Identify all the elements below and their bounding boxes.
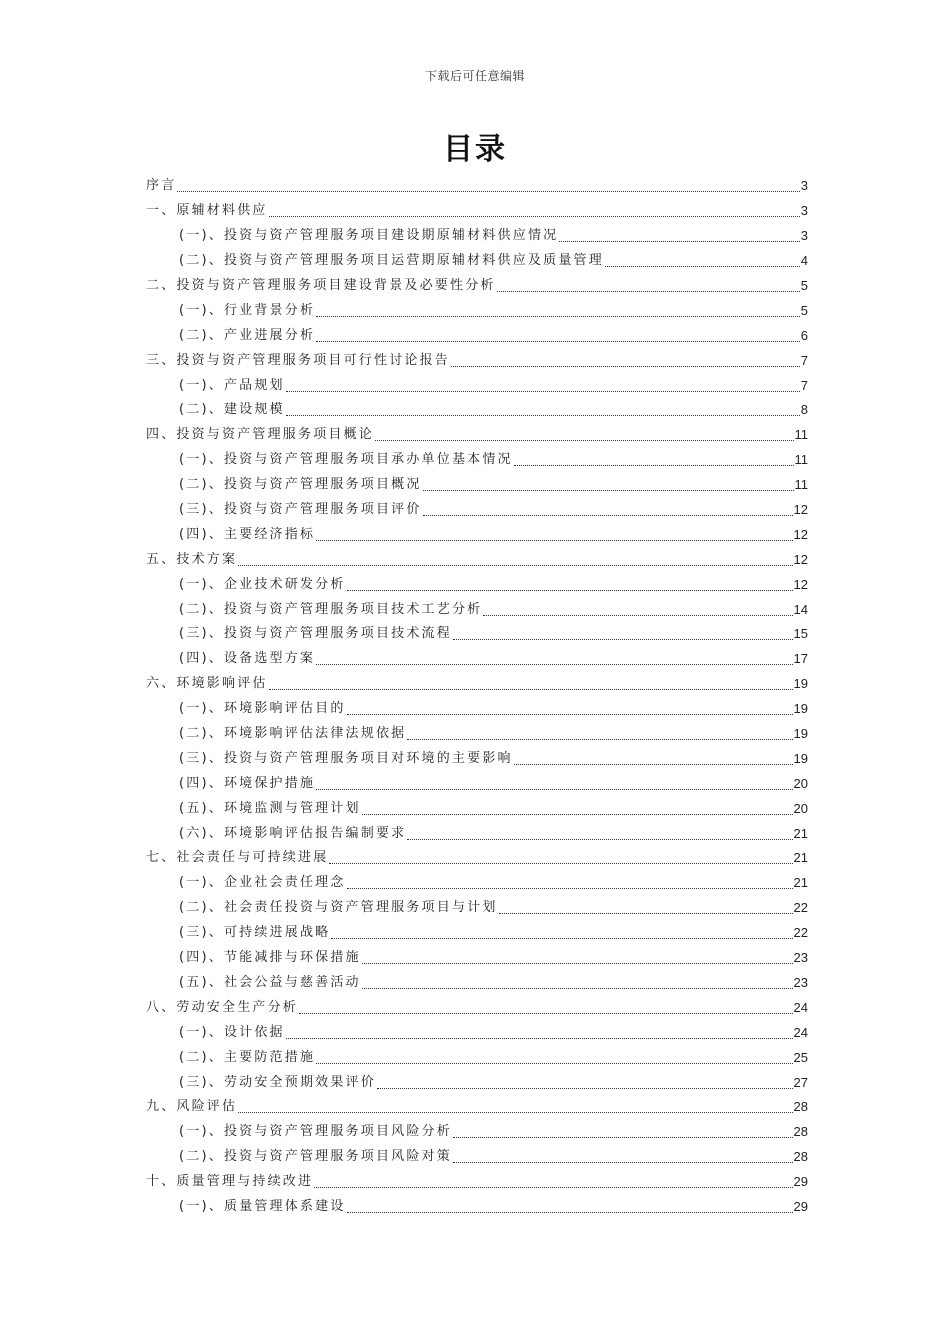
toc-subentry[interactable] xyxy=(146,896,808,921)
toc-subentry[interactable] xyxy=(146,821,808,846)
toc-dot-leader xyxy=(177,190,799,192)
toc-page-number: 21 xyxy=(793,875,808,891)
toc-page-number: 8 xyxy=(800,402,808,418)
toc-entry-label: (四)、环境保护措施 xyxy=(179,775,316,791)
toc-entry-label: (三)、投资与资产管理服务项目评价 xyxy=(179,502,422,518)
toc-dot-leader xyxy=(316,315,800,317)
toc-entry-label: (二)、建设规模 xyxy=(179,402,285,418)
toc-entry-label: (二)、环境影响评估法律法规依据 xyxy=(179,726,407,742)
toc-entry-label: (二)、投资与资产管理服务项目风险对策 xyxy=(179,1149,452,1165)
toc-dot-leader xyxy=(377,1087,793,1089)
toc-page-number: 23 xyxy=(793,950,808,966)
toc-entry-label: 九、风险评估 xyxy=(146,1099,238,1115)
toc-entry-label: (一)、产品规划 xyxy=(179,377,285,393)
toc-page-number: 3 xyxy=(800,228,808,244)
toc-subentry[interactable] xyxy=(146,448,808,473)
toc-dot-leader xyxy=(605,265,800,267)
toc-page-number: 6 xyxy=(800,327,808,343)
toc-dot-leader xyxy=(347,887,793,889)
toc-page-number: 24 xyxy=(793,999,808,1015)
toc-dot-leader xyxy=(238,564,792,566)
toc-page-number: 3 xyxy=(800,178,808,194)
toc-entry-label: (三)、可持续进展战略 xyxy=(179,925,331,941)
toc-subentry[interactable] xyxy=(146,249,808,274)
toc-subentry[interactable] xyxy=(146,373,808,398)
toc-subentry[interactable] xyxy=(146,622,808,647)
toc-dot-leader xyxy=(362,962,793,964)
toc-page-number: 29 xyxy=(793,1174,808,1190)
toc-page-number: 20 xyxy=(793,800,808,816)
toc-entry-label: (二)、主要防范措施 xyxy=(179,1049,316,1065)
toc-entry-label: 序言 xyxy=(146,178,177,194)
toc-dot-leader xyxy=(451,365,800,367)
toc-subentry[interactable] xyxy=(146,1195,808,1220)
toc-page-number: 15 xyxy=(793,626,808,642)
table-of-contents xyxy=(146,174,808,1219)
toc-page-number: 22 xyxy=(793,900,808,916)
toc-subentry[interactable] xyxy=(146,572,808,597)
toc-dot-leader xyxy=(453,1136,793,1138)
header-note: 下载后可任意编辑 xyxy=(424,69,525,83)
toc-page-number: 21 xyxy=(793,850,808,866)
page-title: 目录 xyxy=(443,132,507,167)
toc-page-number: 24 xyxy=(793,1024,808,1040)
toc-entry-label: (一)、行业背景分析 xyxy=(179,302,316,318)
toc-page-number: 11 xyxy=(794,477,808,493)
toc-entry-label: (二)、产业进展分析 xyxy=(179,327,316,343)
toc-subentry[interactable] xyxy=(146,796,808,821)
toc-dot-leader xyxy=(423,489,794,491)
toc-entry[interactable] xyxy=(146,274,808,299)
toc-entry-label: (三)、投资与资产管理服务项目技术流程 xyxy=(179,626,452,642)
toc-entry[interactable] xyxy=(146,547,808,572)
toc-page-number: 25 xyxy=(793,1049,808,1065)
toc-dot-leader xyxy=(497,290,800,292)
toc-dot-leader xyxy=(514,763,793,765)
toc-subentry[interactable] xyxy=(146,522,808,547)
toc-entry-label: (一)、投资与资产管理服务项目承办单位基本情况 xyxy=(179,452,513,468)
toc-subentry[interactable] xyxy=(146,224,808,249)
toc-entry-label: (一)、企业社会责任理念 xyxy=(179,875,346,891)
toc-subentry[interactable] xyxy=(146,597,808,622)
toc-dot-leader xyxy=(453,638,793,640)
toc-entry[interactable] xyxy=(146,199,808,224)
toc-entry[interactable] xyxy=(146,672,808,697)
toc-entry-label: (一)、设计依据 xyxy=(179,1024,285,1040)
toc-dot-leader xyxy=(407,738,792,740)
toc-entry[interactable] xyxy=(146,995,808,1020)
toc-subentry[interactable] xyxy=(146,946,808,971)
toc-dot-leader xyxy=(316,788,792,790)
toc-page-number: 4 xyxy=(800,253,808,269)
toc-dot-leader xyxy=(453,1161,793,1163)
toc-dot-leader xyxy=(286,414,800,416)
toc-entry-label: (一)、投资与资产管理服务项目建设期原辅材料供应情况 xyxy=(179,228,559,244)
toc-entry-label: (二)、投资与资产管理服务项目运营期原辅材料供应及质量管理 xyxy=(179,253,604,269)
toc-entry-label: (二)、投资与资产管理服务项目概况 xyxy=(179,477,422,493)
toc-page-number: 17 xyxy=(793,651,808,667)
toc-entry-label: (六)、环境影响评估报告编制要求 xyxy=(179,825,407,841)
toc-entry-label: 八、劳动安全生产分析 xyxy=(146,999,299,1015)
toc-entry-label: 二、投资与资产管理服务项目建设背景及必要性分析 xyxy=(146,278,496,293)
toc-subentry[interactable] xyxy=(146,746,808,771)
toc-dot-leader xyxy=(347,713,793,715)
toc-dot-leader xyxy=(362,987,793,989)
toc-dot-leader xyxy=(423,514,793,516)
toc-entry-label: 三、投资与资产管理服务项目可行性讨论报告 xyxy=(146,352,451,368)
toc-dot-leader xyxy=(331,937,792,939)
toc-page-number: 19 xyxy=(793,750,808,766)
toc-entry-label: (三)、劳动安全预期效果评价 xyxy=(179,1074,376,1090)
toc-subentry[interactable] xyxy=(146,697,808,722)
toc-dot-leader xyxy=(559,240,799,242)
toc-entry-label: 十、质量管理与持续改进 xyxy=(146,1174,314,1190)
toc-entry-label: 一、原辅材料供应 xyxy=(146,203,268,219)
toc-entry-label: 七、社会责任与可持续进展 xyxy=(146,850,329,866)
toc-subentry[interactable] xyxy=(146,1120,808,1145)
toc-page-number: 7 xyxy=(800,377,808,393)
toc-dot-leader xyxy=(407,838,792,840)
toc-page-number: 22 xyxy=(793,925,808,941)
toc-dot-leader xyxy=(316,340,800,342)
toc-dot-leader xyxy=(347,589,793,591)
toc-subentry[interactable] xyxy=(146,971,808,996)
toc-dot-leader xyxy=(316,1062,792,1064)
toc-page-number: 28 xyxy=(793,1149,808,1165)
toc-subentry[interactable] xyxy=(146,298,808,323)
toc-dot-leader xyxy=(362,813,793,815)
toc-entry-label: 五、技术方案 xyxy=(146,551,238,567)
toc-page-number: 21 xyxy=(793,825,808,841)
toc-entry-label: (二)、投资与资产管理服务项目技术工艺分析 xyxy=(179,601,483,617)
toc-entry[interactable] xyxy=(146,1095,808,1120)
toc-subentry[interactable] xyxy=(146,1045,808,1070)
toc-dot-leader xyxy=(329,862,792,864)
toc-page-number: 19 xyxy=(793,676,808,692)
toc-entry-label: 六、环境影响评估 xyxy=(146,676,268,692)
toc-entry-label: 四、投资与资产管理服务项目概论 xyxy=(146,427,375,443)
toc-dot-leader xyxy=(347,1211,793,1213)
toc-page-number: 11 xyxy=(794,452,808,468)
toc-page-number: 29 xyxy=(793,1198,808,1214)
toc-dot-leader xyxy=(238,1111,792,1113)
toc-page-number: 20 xyxy=(793,775,808,791)
toc-dot-leader xyxy=(269,688,793,690)
toc-page-number: 14 xyxy=(793,601,808,617)
toc-page-number: 19 xyxy=(793,701,808,717)
toc-entry-label: (五)、环境监测与管理计划 xyxy=(179,800,361,816)
toc-dot-leader xyxy=(483,614,792,616)
toc-entry[interactable] xyxy=(146,348,808,373)
toc-subentry[interactable] xyxy=(146,398,808,423)
toc-page-number: 12 xyxy=(793,526,808,542)
toc-subentry[interactable] xyxy=(146,722,808,747)
toc-page-number: 7 xyxy=(800,352,808,368)
toc-dot-leader xyxy=(316,663,792,665)
toc-dot-leader xyxy=(514,464,794,466)
toc-dot-leader xyxy=(286,1037,793,1039)
toc-subentry[interactable] xyxy=(146,1020,808,1045)
toc-page-number: 12 xyxy=(793,502,808,518)
toc-dot-leader xyxy=(499,912,793,914)
toc-entry-label: (一)、质量管理体系建设 xyxy=(179,1198,346,1214)
toc-page-number: 23 xyxy=(793,974,808,990)
toc-dot-leader xyxy=(299,1012,793,1014)
toc-page-number: 12 xyxy=(793,576,808,592)
toc-entry[interactable] xyxy=(146,1170,808,1195)
toc-page-number: 5 xyxy=(800,278,808,293)
toc-page-number: 27 xyxy=(793,1074,808,1090)
toc-subentry[interactable] xyxy=(146,871,808,896)
toc-entry[interactable] xyxy=(146,846,808,871)
toc-dot-leader xyxy=(269,215,800,217)
toc-page-number: 5 xyxy=(800,302,808,318)
toc-entry-label: (五)、社会公益与慈善活动 xyxy=(179,974,361,990)
toc-subentry[interactable] xyxy=(146,473,808,498)
toc-entry-label: (四)、主要经济指标 xyxy=(179,526,316,542)
toc-dot-leader xyxy=(314,1186,792,1188)
toc-subentry[interactable] xyxy=(146,647,808,672)
toc-page-number: 28 xyxy=(793,1099,808,1115)
toc-page-number: 11 xyxy=(794,427,808,443)
toc-subentry[interactable] xyxy=(146,921,808,946)
toc-entry[interactable] xyxy=(146,174,808,199)
toc-entry[interactable] xyxy=(146,423,808,448)
toc-subentry[interactable] xyxy=(146,1070,808,1095)
toc-entry-label: (一)、企业技术研发分析 xyxy=(179,576,346,592)
toc-dot-leader xyxy=(316,539,792,541)
toc-dot-leader xyxy=(286,390,800,392)
toc-entry-label: (四)、设备选型方案 xyxy=(179,651,316,667)
toc-page-number: 28 xyxy=(793,1124,808,1140)
toc-subentry[interactable] xyxy=(146,1145,808,1170)
toc-entry-label: (三)、投资与资产管理服务项目对环境的主要影响 xyxy=(179,750,513,766)
toc-page-number: 19 xyxy=(793,726,808,742)
toc-subentry[interactable] xyxy=(146,771,808,796)
toc-entry-label: (二)、社会责任投资与资产管理服务项目与计划 xyxy=(179,900,498,916)
toc-subentry[interactable] xyxy=(146,323,808,348)
toc-page-number: 3 xyxy=(800,203,808,219)
toc-entry-label: (四)、节能减排与环保措施 xyxy=(179,950,361,966)
toc-page-number: 12 xyxy=(793,551,808,567)
toc-dot-leader xyxy=(375,439,793,441)
toc-subentry[interactable] xyxy=(146,498,808,523)
toc-entry-label: (一)、环境影响评估目的 xyxy=(179,701,346,717)
toc-entry-label: (一)、投资与资产管理服务项目风险分析 xyxy=(179,1124,452,1140)
